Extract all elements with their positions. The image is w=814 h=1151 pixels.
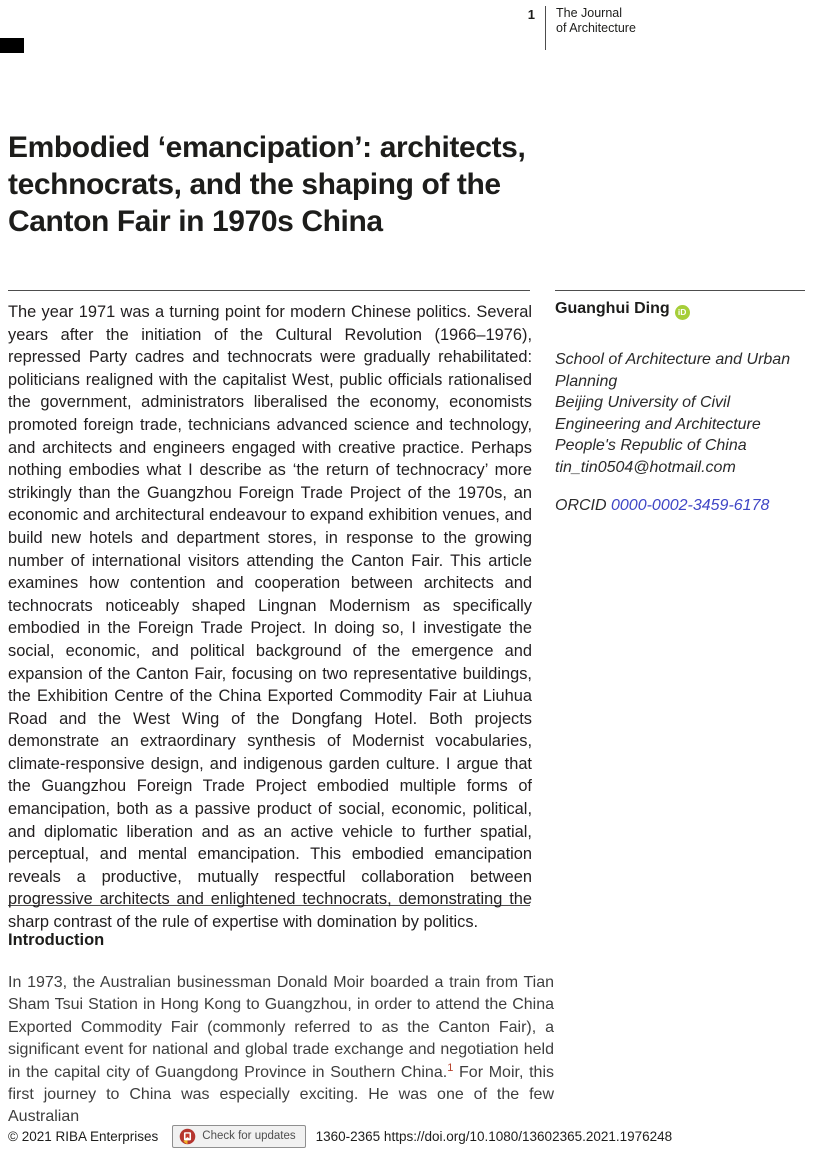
page-number: 1 — [527, 7, 535, 22]
margin-mark — [0, 38, 24, 53]
check-for-updates-button[interactable] — [172, 1125, 305, 1148]
orcid-line — [555, 497, 807, 515]
crossmark-icon — [179, 1128, 196, 1145]
journal-name-line2: of Architecture — [556, 21, 636, 35]
affiliation-line: School of Architecture and Urban Planning — [555, 351, 791, 390]
header-divider — [545, 6, 546, 50]
author-name: Guanghui Ding — [555, 300, 670, 317]
copyright-notice: © 2021 RIBA Enterprises — [8, 1128, 159, 1144]
journal-name-line1: The Journal — [556, 6, 623, 20]
article-title — [8, 129, 568, 240]
article-title-line3: Canton Fair in 1970s China — [8, 205, 383, 238]
introduction-paragraph — [8, 972, 554, 1129]
abstract-top-rule — [8, 290, 530, 291]
author-name-row — [555, 300, 807, 320]
orcid-label: ORCID — [555, 497, 611, 514]
introduction-text-continued: For Moir, this first journey to China was especially exciting. He was one of the few Australian — [8, 1063, 555, 1126]
sidebar-top-rule — [555, 290, 805, 291]
issn-doi-link[interactable]: 1360-2365 https://doi.org/10.1080/13602365.2021.1976248 — [315, 1128, 673, 1144]
abstract-text: The year 1971 was a turning point for modern Chinese politics. Several years after the initiation of the Cultural Revolution (1966–1976), repressed Party cadres and technocrats were gradually rehabilitated: politicians realigned with the capitalist West, public officials rationalised the government, administrators liberalised the economy, economists promoted foreign trade, technicians advanced science and technology, and architects and engineers engaged with creative practice. Perhaps nothing embodies what I describe as ‘the return of technocracy’ more strikingly than the Guangzhou Foreign Trade Project of the 1970s, an economic and architectural endeavour to expand exhibition venues, and build new hotels and department stores, in response to the growing number of international visitors attending the Canton Fair. This article examines how contention and cooperation between architects and technocrats noticeably shaped Lingnan Modernism as specifically embodied in the Foreign Trade Project. In doing so, I investigate the social, economic, and political background of the emergence and expansion of the Canton Fair, focusing on two representative buildings, the Exhibition Centre of the China Exported Commodity Fair at Liuhua Road and the West Wing of the Dongfang Hotel. Both projects demonstrate an extraordinary synthesis of Modernist vocabularies, climate-responsive design, and indigenous garden culture. I argue that the Guangzhou Foreign Trade Project embodied multiple forms of emancipation, both as a passive product of social, economic, political, and diplomatic liberation and as an active vehicle to further spatial, perceptual, and mental emancipation. This embodied emancipation reveals a productive, mutually respectful collaboration between progressive architects and enlightened technocrats, demonstrating the sharp contrast of the rule of expertise with domination by politics. — [8, 303, 532, 932]
author-sidebar — [555, 300, 807, 515]
author-email: tin_tin0504@hotmail.com — [555, 458, 736, 476]
affiliation-line: People's Republic of China — [555, 437, 747, 454]
footnote-reference-1[interactable]: 1 — [447, 1061, 454, 1074]
author-affiliation — [555, 349, 807, 478]
check-for-updates-label: Check for updates — [202, 1130, 296, 1142]
affiliation-line: Beijing University of Civil Engineering and Architecture — [555, 394, 761, 433]
article-title-line1: Embodied ‘emancipation’: architects, — [8, 131, 526, 164]
orcid-number-link[interactable]: 0000-0002-3459-6178 — [611, 497, 770, 514]
journal-name — [556, 6, 636, 36]
orcid-id-icon[interactable]: iD — [675, 305, 690, 320]
introduction-text: In 1973, the Australian businessman Donald Moir boarded a train from Tian Sham Tsui Station in Hong Kong to Guangzhou, in order to attend the China Exported Commodity Fair (commonly referred to as the Canton Fair), a significant event for national and global trade exchange and negotiation held in the capital city of Guangdong Province in Southern China. — [8, 974, 554, 1081]
article-title-line2: technocrats, and the shaping of the — [8, 168, 501, 201]
page-footer — [8, 1124, 798, 1148]
introduction-heading: Introduction — [8, 931, 105, 949]
